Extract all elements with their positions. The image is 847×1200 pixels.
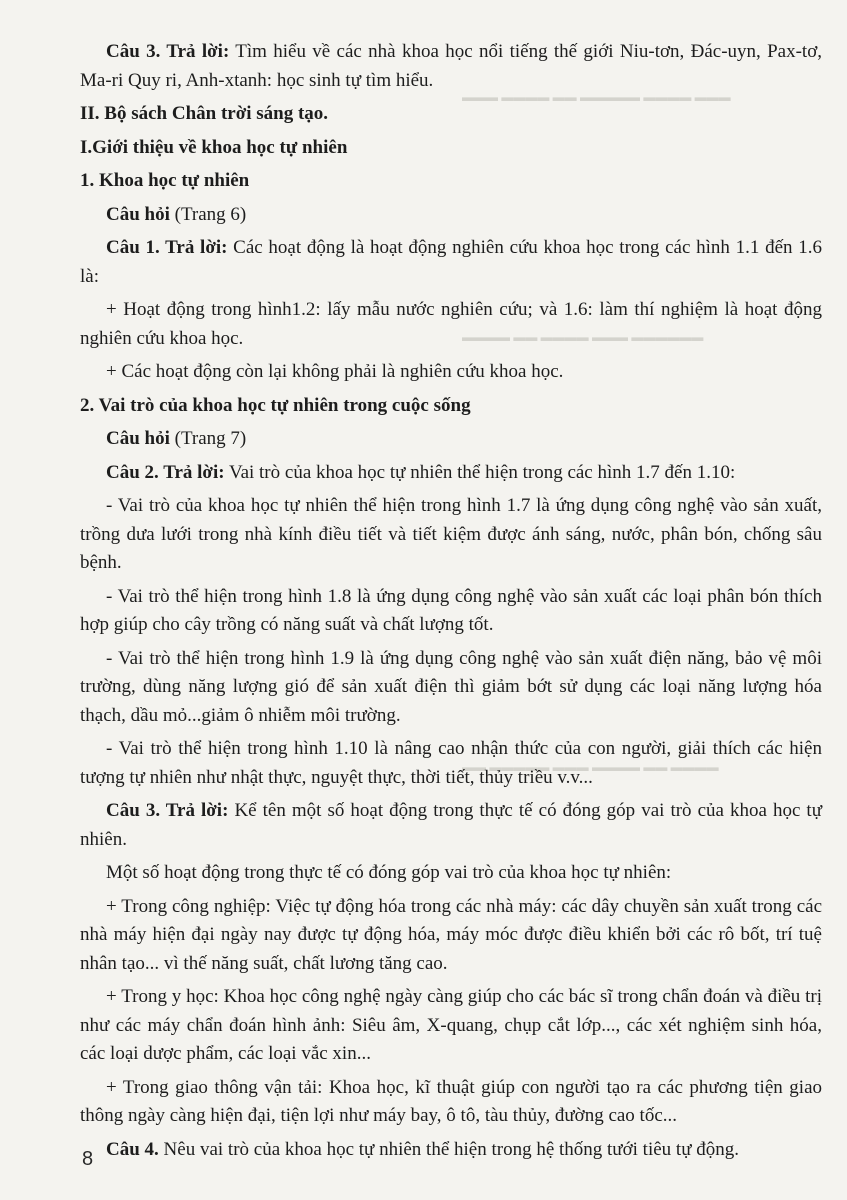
dash-item: - Vai trò thể hiện trong hình 1.10 là nâng cao nhận thức của con người, giải thích các hiện tượng tự nhiên như nhật thực, nguyệt thực, thời tiết, thủy triều v.v... — [80, 738, 822, 788]
dash-item: - Vai trò của khoa học tự nhiên thể hiện trong hình 1.7 là ứng dụng công nghệ vào sản xuất, trồng dưa lưới trong nhà kính điều tiết và tiết kiệm được ánh sáng, nước, phân bón, chống sâu bệnh. — [80, 495, 822, 573]
question-label: Câu 4. — [106, 1138, 159, 1160]
bullet-item: + Hoạt động trong hình1.2: lấy mẫu nước nghiên cứu; và 1.6: làm thí nghiệm là hoạt động nghiên cứu khoa học. — [80, 299, 822, 349]
bullet-item: + Các hoạt động còn lại không phải là nghiên cứu khoa học. — [106, 361, 564, 382]
bleed-through-text: ▬▬▬▬ ▬▬ ▬▬▬▬ ▬▬▬ ▬▬▬▬▬▬ — [462, 330, 704, 344]
intro-line: Một số hoạt động trong thực tế có đóng góp vai trò của khoa học tự nhiên: — [106, 862, 672, 883]
question-label: Câu hỏi — [106, 203, 170, 225]
cau3-answer — [80, 38, 822, 95]
answer-text: Vai trò của khoa học tự nhiên thể hiện trong các hình 1.7 đến 1.10: — [224, 461, 736, 483]
page-ref: (Trang 7) — [169, 428, 247, 449]
dash-item: - Vai trò thể hiện trong hình 1.9 là ứng dụng công nghệ vào sản xuất điện năng, bảo vệ môi trường, dùng năng lượng gió để sản xuất điện thì giảm bớt sử dụng các loại năng lượng hóa thạch, dầu mỏ...giảm ô nhiễm môi trường. — [80, 647, 822, 726]
bullet-item: + Trong công nghiệp: Việc tự động hóa trong các nhà máy: các dây chuyền sản xuất trong các nhà máy hiện đại ngày nay được tự động hóa, máy móc được điều khiển bởi các rô bốt, trí tuệ nhân tạo... vì thế năng suất, chất lương tăng cao. — [80, 895, 822, 974]
answer-text: Các hoạt động là hoạt động nghiên cứu khoa học trong các hình 1.1 đến 1.6 là: — [80, 237, 823, 287]
dash-item: - Vai trò thể hiện trong hình 1.8 là ứng dụng công nghệ vào sản xuất các loại phân bón thích hợp giúp cho cây trồng có năng suất và chất lượng tốt. — [80, 585, 822, 635]
page-ref: (Trang 6) — [169, 203, 247, 225]
answer-text: Tìm hiểu về các nhà khoa học nổi tiếng thế giới Niu-tơn, Đác-uyn, Pax-tơ, Ma-ri Quy ri, Anh-xtanh: học sinh tự tìm hiểu. — [80, 41, 822, 91]
question-group — [80, 201, 822, 230]
question-label: Câu 3. Trả lời: — [106, 41, 230, 62]
question-group — [80, 425, 822, 454]
question-label: Câu hỏi — [106, 428, 170, 449]
cau1-answer — [80, 234, 822, 291]
cau3-question — [80, 797, 822, 854]
section-heading: I.Giới thiệu về khoa học tự nhiên — [80, 136, 348, 158]
section-heading: II. Bộ sách Chân trời sáng tạo. — [80, 103, 329, 124]
bullet-item: + Trong giao thông vận tải: Khoa học, kĩ thuật giúp con người tạo ra các phương tiện giao thông ngày càng hiện đại, tiện lợi như máy bay, ô tô, tàu thủy, đường cao tốc... — [80, 1076, 822, 1126]
question-text: Nêu vai trò của khoa học tự nhiên thể hiện trong hệ thống tưới tiêu tự động. — [158, 1138, 740, 1160]
page-number: 8 — [82, 1148, 94, 1170]
subsection-heading: 2. Vai trò của khoa học tự nhiên trong cuộc sống — [80, 394, 471, 416]
question-label: Câu 3. Trả lời: — [106, 800, 229, 821]
subsection-heading: 1. Khoa học tự nhiên — [80, 170, 250, 191]
answer-text: Kể tên một số hoạt động trong thực tế có đóng góp vai trò của khoa học tự nhiên. — [80, 800, 823, 850]
cau2-answer — [80, 459, 822, 488]
document-body — [80, 38, 822, 1169]
question-label: Câu 2. Trả lời: — [106, 461, 225, 483]
cau4-question — [80, 1136, 822, 1165]
bleed-through-text: ▬▬ ▬▬▬▬▬ ▬▬▬ ▬▬▬▬ ▬▬ ▬▬▬▬ — [462, 760, 719, 774]
question-label: Câu 1. Trả lời: — [106, 237, 228, 258]
bleed-through-text: ▬▬▬ ▬▬▬▬ ▬▬ ▬▬▬▬▬ ▬▬▬▬ ▬▬▬ — [462, 90, 731, 104]
bullet-item: + Trong y học: Khoa học công nghệ ngày càng giúp cho các bác sĩ trong chẩn đoán và điều trị như các máy chẩn đoán hình ảnh: Siêu âm, X-quang, chụp cắt lớp..., các xét nghiệm sinh hóa, các loại dược phẩm, các loại vắc xin... — [80, 986, 822, 1064]
